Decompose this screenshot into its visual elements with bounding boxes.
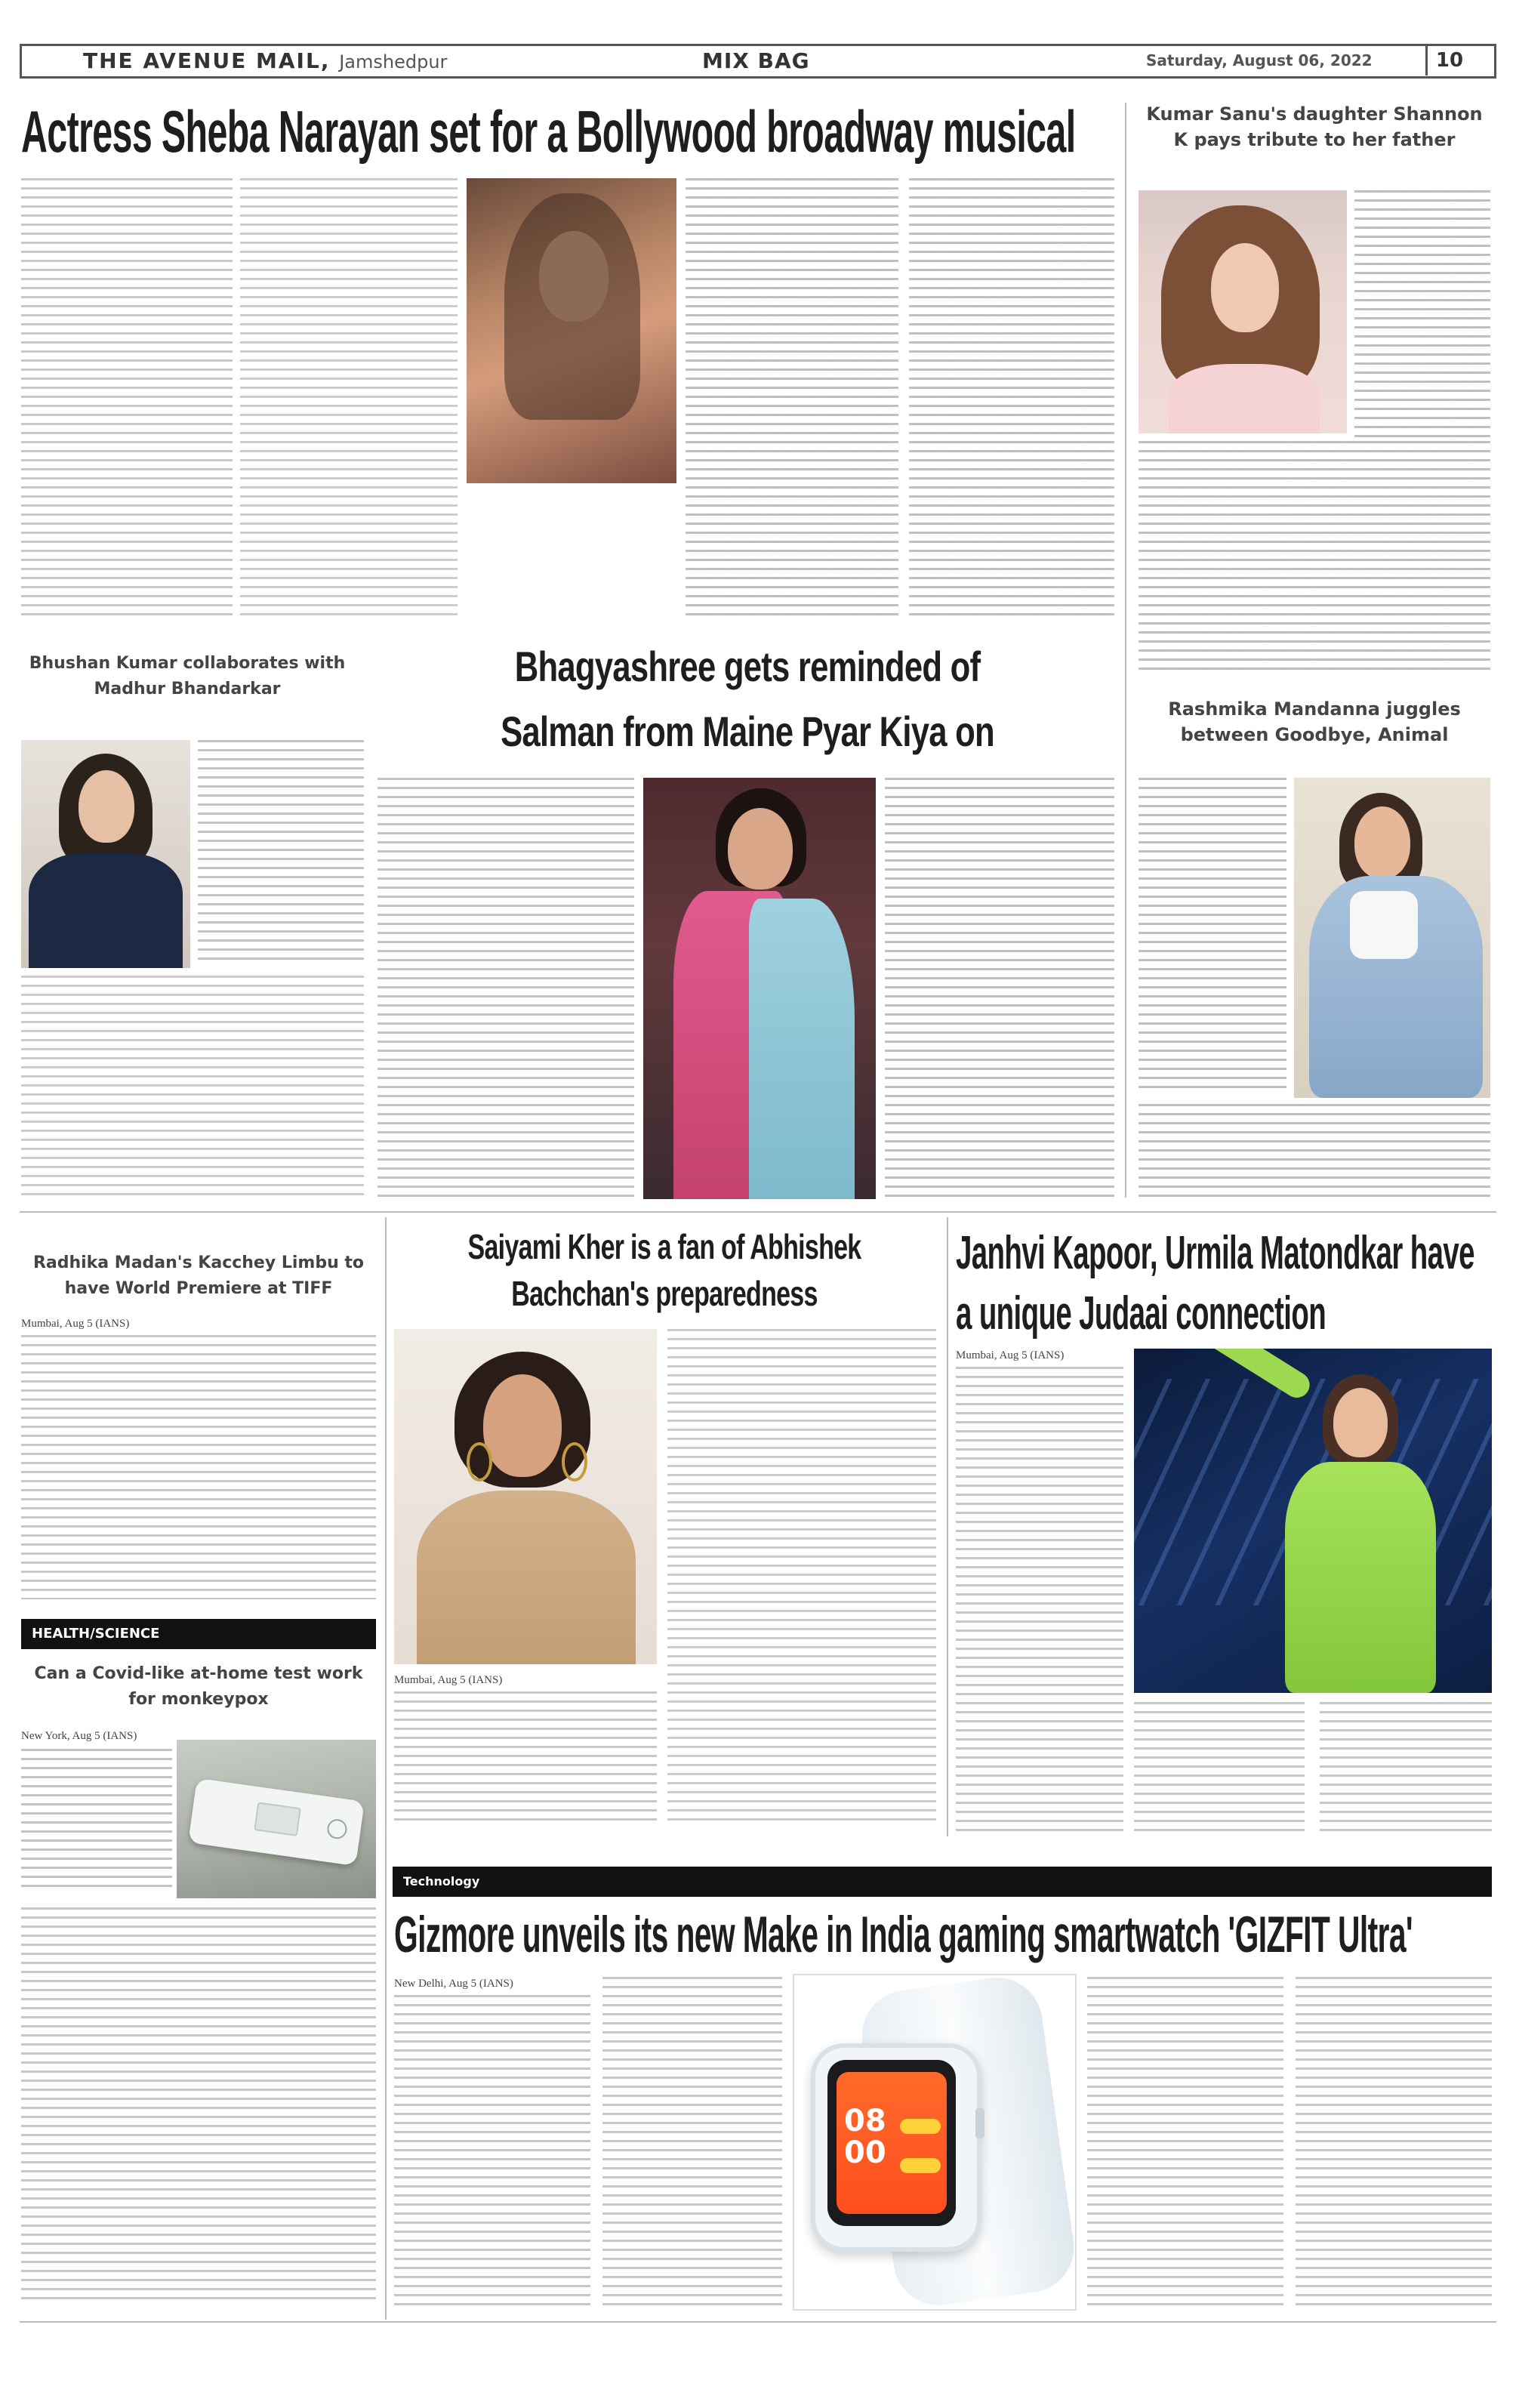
watch-widget — [900, 2119, 941, 2134]
article-body-radhika — [21, 1335, 376, 1599]
portrait-face — [1333, 1388, 1388, 1457]
portrait-hair — [504, 193, 640, 420]
masthead-paper-name — [83, 48, 447, 73]
article-lede-radhika: Mumbai, Aug 5 (IANS) — [21, 1318, 130, 1330]
photo-saiyami — [394, 1329, 657, 1664]
article-lede-health: New York, Aug 5 (IANS) — [21, 1730, 137, 1742]
portrait-blouse — [1169, 364, 1320, 433]
watch-widget — [900, 2158, 941, 2173]
headline-radhika: Radhika Madan's Kacchey Limbu to have World Premiere at TIFF — [32, 1253, 365, 1298]
column-rule — [947, 1217, 948, 1836]
article-body-shannon-a — [1354, 190, 1490, 439]
portrait-face — [728, 808, 793, 890]
headline-bhagyashree: Bhagyashree gets reminded of Salman from Maine Pyar Kiya on — [501, 643, 994, 755]
portrait-face — [1354, 806, 1410, 879]
section-label-technology: Technology — [393, 1867, 1492, 1897]
photo-bhushan — [21, 740, 190, 968]
column-rule — [385, 1217, 387, 2320]
article-body-bhagyashree-col2 — [885, 778, 1114, 1199]
photo-test-kit — [177, 1740, 376, 1898]
article-body-health-b — [21, 1907, 376, 2300]
article-body-sheba-col4 — [909, 178, 1114, 616]
headline-shannon: Kumar Sanu's daughter Shannon K pays tribute to her father — [1146, 103, 1483, 150]
portrait-face — [483, 1374, 562, 1477]
article-body-bhagyashree-col1 — [377, 778, 634, 1201]
test-cassette — [188, 1778, 365, 1866]
headline-bhushan: Bhushan Kumar collaborates with Madhur Bhandarkar — [29, 654, 346, 698]
column-rule — [1125, 103, 1126, 1198]
section-title: MIX BAG — [702, 48, 810, 73]
article-body-rashmika-b — [1139, 1104, 1490, 1198]
article-body-janhvi-b — [1134, 1702, 1305, 1835]
section-divider — [20, 1211, 1496, 1213]
page-number: 10 — [1425, 45, 1471, 76]
article-lede-gizmore: New Delhi, Aug 5 (IANS) — [394, 1978, 513, 1990]
test-well — [326, 1818, 348, 1840]
headline-sheba: Actress Sheba Narayan set for a Bollywood broadway musical — [21, 98, 1076, 165]
test-window — [254, 1802, 301, 1836]
article-lede-janhvi: Mumbai, Aug 5 (IANS) — [956, 1349, 1065, 1361]
article-body-gizmore-col3 — [1087, 1977, 1283, 2309]
portrait-blazer — [29, 853, 183, 968]
article-body-gizmore-col2 — [602, 1977, 782, 2309]
watch-time: 08 00 — [844, 2104, 886, 2170]
article-body-shannon-b — [1139, 441, 1490, 677]
article-body-sheba-col1 — [21, 178, 233, 616]
paper-city: Jamshedpur — [339, 51, 448, 72]
outfit-green — [1285, 1462, 1436, 1693]
article-body-sheba-col2 — [240, 178, 458, 616]
article-body-gizmore-col1 — [394, 1995, 590, 2309]
page-bottom-rule — [20, 2321, 1496, 2323]
paper-name: THE AVENUE MAIL, — [83, 48, 331, 73]
portrait-earring — [467, 1442, 492, 1481]
headline-health: Can a Covid-like at-home test work for monkeypox — [34, 1664, 363, 1709]
article-body-gizmore-col4 — [1296, 1977, 1492, 2309]
watch-screen — [827, 2060, 956, 2226]
photo-smartwatch — [793, 1974, 1077, 2311]
portrait-earring — [562, 1442, 587, 1481]
photo-urmila — [1134, 1349, 1492, 1693]
article-body-bhushan-a — [198, 740, 364, 967]
article-body-janhvi-c — [1320, 1702, 1492, 1835]
saree-blue — [749, 899, 855, 1199]
article-body-bhushan-b — [21, 976, 364, 1202]
article-lede-saiyami: Mumbai, Aug 5 (IANS) — [394, 1674, 503, 1686]
section-label-health: HEALTH/SCIENCE — [21, 1619, 376, 1649]
headline-gizmore: Gizmore unveils its new Make in India gaming smartwatch 'GIZFIT Ultra' — [394, 1906, 1413, 1963]
photo-bhagyashree — [643, 778, 876, 1199]
article-body-janhvi-a — [956, 1367, 1123, 1835]
photo-sheba — [467, 178, 676, 483]
article-body-rashmika-a — [1139, 778, 1286, 1095]
portrait-face — [1211, 243, 1279, 332]
headline-janhvi: Janhvi Kapoor, Urmila Matondkar have a unique Judaai connection — [956, 1227, 1474, 1340]
portrait-face — [79, 770, 134, 843]
article-body-sheba-col3 — [686, 178, 898, 616]
portrait-top — [1350, 891, 1418, 959]
headline-rashmika: Rashmika Mandanna juggles between Goodbye, Animal — [1168, 698, 1461, 745]
portrait-coat — [417, 1491, 636, 1664]
headline-saiyami: Saiyami Kher is a fan of Abhishek Bachchan's preparedness — [467, 1227, 861, 1313]
article-body-health-a — [21, 1749, 172, 1892]
article-body-saiyami-a — [394, 1691, 657, 1827]
article-body-saiyami-b — [667, 1329, 936, 1827]
watch-crown — [975, 2108, 984, 2138]
issue-date: Saturday, August 06, 2022 — [1146, 51, 1373, 69]
photo-shannon — [1139, 190, 1347, 433]
photo-rashmika — [1294, 778, 1490, 1098]
